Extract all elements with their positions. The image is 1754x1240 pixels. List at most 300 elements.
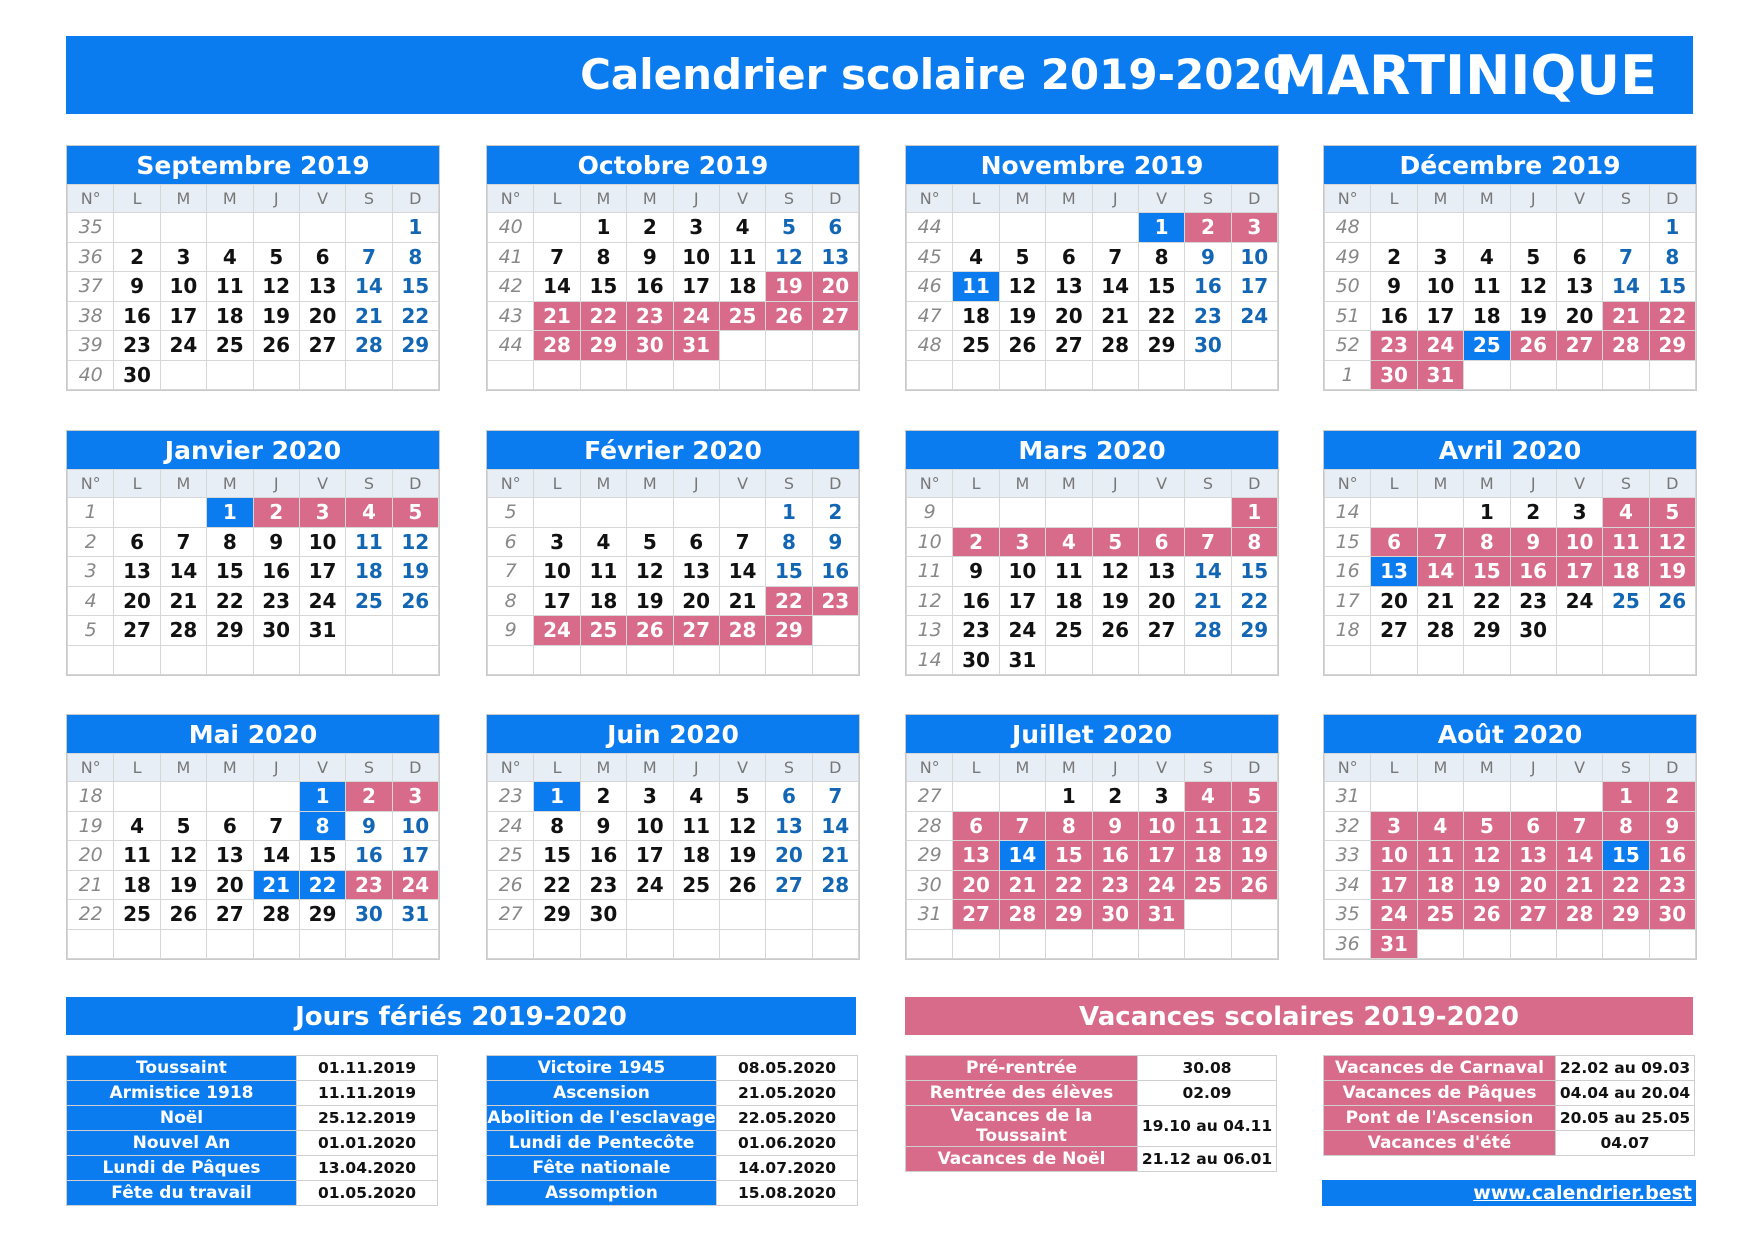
day-cell: 27 bbox=[1556, 331, 1602, 361]
day-cell: 12 bbox=[392, 527, 438, 557]
weekday-header: L bbox=[114, 185, 160, 213]
day-cell: 1 bbox=[1464, 498, 1510, 528]
day-cell: 7 bbox=[1092, 242, 1138, 272]
day-cell: 2 bbox=[627, 213, 673, 243]
list-row bbox=[487, 1106, 858, 1131]
week-number-header: N° bbox=[68, 185, 114, 213]
empty-cell bbox=[673, 645, 719, 675]
day-cell: 23 bbox=[114, 331, 160, 361]
week-number: 49 bbox=[1325, 242, 1371, 272]
day-cell: 5 bbox=[627, 527, 673, 557]
weekday-header: V bbox=[1138, 185, 1184, 213]
week-number: 29 bbox=[907, 841, 953, 871]
week-number: 39 bbox=[68, 331, 114, 361]
day-cell: 5 bbox=[1649, 498, 1695, 528]
week-number: 23 bbox=[488, 782, 534, 812]
day-cell: 27 bbox=[953, 900, 999, 930]
empty-cell bbox=[392, 929, 438, 959]
empty-cell bbox=[580, 498, 626, 528]
day-cell: 12 bbox=[766, 242, 812, 272]
day-cell: 25 bbox=[953, 331, 999, 361]
empty-cell bbox=[534, 645, 580, 675]
day-cell: 31 bbox=[1138, 900, 1184, 930]
empty-cell bbox=[160, 645, 206, 675]
day-cell: 23 bbox=[627, 301, 673, 331]
empty-cell bbox=[812, 900, 858, 930]
day-cell: 9 bbox=[627, 242, 673, 272]
weekday-header: D bbox=[812, 185, 858, 213]
day-cell: 19 bbox=[1092, 586, 1138, 616]
day-cell: 7 bbox=[160, 527, 206, 557]
empty-cell bbox=[1556, 360, 1602, 390]
empty-cell bbox=[1092, 929, 1138, 959]
empty-cell bbox=[1046, 929, 1092, 959]
entry-date: 13.04.2020 bbox=[297, 1156, 438, 1181]
day-cell: 18 bbox=[1185, 841, 1231, 871]
empty-cell bbox=[673, 929, 719, 959]
day-cell: 1 bbox=[534, 782, 580, 812]
empty-cell bbox=[719, 331, 765, 361]
day-cell: 8 bbox=[534, 811, 580, 841]
list-row bbox=[906, 1056, 1277, 1081]
weekday-header: M bbox=[160, 470, 206, 498]
day-cell: 28 bbox=[534, 331, 580, 361]
day-cell: 23 bbox=[253, 586, 299, 616]
weekday-header: L bbox=[534, 470, 580, 498]
empty-cell bbox=[1185, 929, 1231, 959]
empty-cell bbox=[812, 360, 858, 390]
day-cell: 13 bbox=[114, 557, 160, 587]
week-number bbox=[68, 645, 114, 675]
day-cell: 28 bbox=[1092, 331, 1138, 361]
holidays-list-2 bbox=[486, 1055, 858, 1206]
week-number: 3 bbox=[68, 557, 114, 587]
empty-cell bbox=[253, 213, 299, 243]
month-title: Février 2020 bbox=[487, 431, 859, 469]
day-cell: 22 bbox=[1231, 586, 1277, 616]
empty-cell bbox=[1138, 498, 1184, 528]
day-cell: 6 bbox=[1371, 527, 1417, 557]
empty-cell bbox=[1417, 929, 1463, 959]
weekday-header: J bbox=[1092, 754, 1138, 782]
day-cell: 28 bbox=[160, 616, 206, 646]
weekday-header: L bbox=[953, 754, 999, 782]
day-cell: 16 bbox=[580, 841, 626, 871]
week-number: 25 bbox=[488, 841, 534, 871]
empty-cell bbox=[1417, 782, 1463, 812]
list-row bbox=[906, 1106, 1277, 1147]
empty-cell bbox=[1092, 498, 1138, 528]
day-cell: 30 bbox=[627, 331, 673, 361]
week-number: 9 bbox=[907, 498, 953, 528]
day-cell: 14 bbox=[1092, 272, 1138, 302]
day-cell: 20 bbox=[1138, 586, 1184, 616]
empty-cell bbox=[1556, 213, 1602, 243]
day-cell: 1 bbox=[766, 498, 812, 528]
day-cell: 17 bbox=[160, 301, 206, 331]
week-number: 1 bbox=[1325, 360, 1371, 390]
empty-cell bbox=[1603, 213, 1649, 243]
day-cell: 14 bbox=[719, 557, 765, 587]
day-cell: 17 bbox=[392, 841, 438, 871]
day-cell: 5 bbox=[1464, 811, 1510, 841]
empty-cell bbox=[1092, 360, 1138, 390]
day-cell: 9 bbox=[953, 557, 999, 587]
weekday-header: M bbox=[580, 754, 626, 782]
day-cell: 4 bbox=[719, 213, 765, 243]
day-cell: 21 bbox=[812, 841, 858, 871]
day-cell: 18 bbox=[580, 586, 626, 616]
holidays-list-1 bbox=[66, 1055, 438, 1206]
day-cell: 16 bbox=[1510, 557, 1556, 587]
month-calendar bbox=[486, 430, 860, 676]
week-number: 38 bbox=[68, 301, 114, 331]
day-cell: 21 bbox=[1603, 301, 1649, 331]
month-title: Septembre 2019 bbox=[67, 146, 439, 184]
day-cell: 16 bbox=[953, 586, 999, 616]
empty-cell bbox=[580, 929, 626, 959]
day-cell: 8 bbox=[392, 242, 438, 272]
week-number: 14 bbox=[907, 645, 953, 675]
week-number bbox=[907, 929, 953, 959]
weekday-header: J bbox=[673, 470, 719, 498]
day-cell: 28 bbox=[1603, 331, 1649, 361]
entry-label: Fête du travail bbox=[67, 1181, 297, 1206]
list-row bbox=[1324, 1081, 1695, 1106]
entry-date: 25.12.2019 bbox=[297, 1106, 438, 1131]
day-cell: 20 bbox=[1556, 301, 1602, 331]
weekday-header: V bbox=[719, 470, 765, 498]
week-number: 21 bbox=[68, 870, 114, 900]
day-cell: 9 bbox=[1092, 811, 1138, 841]
entry-label: Vacances de Pâques bbox=[1324, 1081, 1556, 1106]
week-number: 48 bbox=[1325, 213, 1371, 243]
day-cell: 27 bbox=[299, 331, 345, 361]
weekday-header: S bbox=[1603, 185, 1649, 213]
day-cell: 23 bbox=[580, 870, 626, 900]
day-cell: 22 bbox=[766, 586, 812, 616]
day-cell: 26 bbox=[766, 301, 812, 331]
empty-cell bbox=[627, 360, 673, 390]
day-cell: 15 bbox=[1603, 841, 1649, 871]
day-cell: 18 bbox=[1417, 870, 1463, 900]
weekday-header: L bbox=[534, 185, 580, 213]
empty-cell bbox=[1603, 616, 1649, 646]
week-number-header: N° bbox=[907, 754, 953, 782]
weekday-header: D bbox=[1231, 185, 1277, 213]
week-number-header: N° bbox=[488, 185, 534, 213]
empty-cell bbox=[627, 645, 673, 675]
empty-cell bbox=[1092, 213, 1138, 243]
day-cell: 25 bbox=[207, 331, 253, 361]
day-cell: 20 bbox=[1046, 301, 1092, 331]
empty-cell bbox=[1371, 213, 1417, 243]
entry-label: Abolition de l'esclavage bbox=[487, 1106, 717, 1131]
weekday-header: L bbox=[534, 754, 580, 782]
day-cell: 25 bbox=[580, 616, 626, 646]
week-number: 7 bbox=[488, 557, 534, 587]
empty-cell bbox=[1046, 213, 1092, 243]
empty-cell bbox=[346, 645, 392, 675]
week-number: 45 bbox=[907, 242, 953, 272]
empty-cell bbox=[1649, 645, 1695, 675]
entry-date: 22.05.2020 bbox=[717, 1106, 858, 1131]
day-cell: 23 bbox=[1510, 586, 1556, 616]
day-cell: 18 bbox=[114, 870, 160, 900]
day-cell: 18 bbox=[673, 841, 719, 871]
day-cell: 17 bbox=[1138, 841, 1184, 871]
weekday-header: M bbox=[999, 470, 1045, 498]
day-cell: 18 bbox=[719, 272, 765, 302]
empty-cell bbox=[253, 782, 299, 812]
day-cell: 29 bbox=[1464, 616, 1510, 646]
day-cell: 10 bbox=[1371, 841, 1417, 871]
day-cell: 16 bbox=[1092, 841, 1138, 871]
day-cell: 11 bbox=[1417, 841, 1463, 871]
day-cell: 17 bbox=[999, 586, 1045, 616]
empty-cell bbox=[1231, 360, 1277, 390]
empty-cell bbox=[160, 782, 206, 812]
empty-cell bbox=[1231, 900, 1277, 930]
day-cell: 10 bbox=[627, 811, 673, 841]
day-cell: 1 bbox=[1603, 782, 1649, 812]
day-cell: 7 bbox=[1603, 242, 1649, 272]
day-cell: 13 bbox=[1138, 557, 1184, 587]
region-name: MARTINIQUE bbox=[1273, 44, 1657, 107]
day-cell: 7 bbox=[999, 811, 1045, 841]
day-cell: 7 bbox=[1417, 527, 1463, 557]
day-cell: 22 bbox=[207, 586, 253, 616]
day-cell: 15 bbox=[766, 557, 812, 587]
day-cell: 22 bbox=[1464, 586, 1510, 616]
day-cell: 8 bbox=[207, 527, 253, 557]
entry-label: Vacances d'été bbox=[1324, 1131, 1556, 1156]
empty-cell bbox=[1092, 645, 1138, 675]
day-cell: 28 bbox=[1185, 616, 1231, 646]
holidays-title: Jours fériés 2019-2020 bbox=[66, 997, 856, 1035]
week-number: 18 bbox=[68, 782, 114, 812]
empty-cell bbox=[719, 498, 765, 528]
weekday-header: L bbox=[953, 470, 999, 498]
weekday-header: S bbox=[1185, 470, 1231, 498]
entry-date: 08.05.2020 bbox=[717, 1056, 858, 1081]
entry-label: Vacances de Noël bbox=[906, 1147, 1138, 1172]
weekday-header: S bbox=[346, 470, 392, 498]
month-title: Décembre 2019 bbox=[1324, 146, 1696, 184]
week-number: 36 bbox=[1325, 929, 1371, 959]
day-cell: 22 bbox=[1649, 301, 1695, 331]
week-number: 27 bbox=[907, 782, 953, 812]
week-number: 11 bbox=[907, 557, 953, 587]
list-row bbox=[487, 1081, 858, 1106]
week-number: 5 bbox=[488, 498, 534, 528]
entry-date: 01.11.2019 bbox=[297, 1056, 438, 1081]
day-cell: 19 bbox=[999, 301, 1045, 331]
empty-cell bbox=[1371, 498, 1417, 528]
weekday-header: V bbox=[1138, 470, 1184, 498]
day-cell: 15 bbox=[207, 557, 253, 587]
day-cell: 7 bbox=[346, 242, 392, 272]
day-cell: 4 bbox=[1185, 782, 1231, 812]
week-number-header: N° bbox=[488, 470, 534, 498]
day-cell: 14 bbox=[346, 272, 392, 302]
day-cell: 13 bbox=[207, 841, 253, 871]
weekday-header: M bbox=[580, 185, 626, 213]
day-cell: 20 bbox=[1371, 586, 1417, 616]
week-number: 18 bbox=[1325, 616, 1371, 646]
day-cell: 10 bbox=[1231, 242, 1277, 272]
day-cell: 12 bbox=[1649, 527, 1695, 557]
empty-cell bbox=[766, 645, 812, 675]
empty-cell bbox=[953, 929, 999, 959]
day-cell: 16 bbox=[253, 557, 299, 587]
day-cell: 18 bbox=[207, 301, 253, 331]
week-number: 42 bbox=[488, 272, 534, 302]
day-cell: 25 bbox=[1464, 331, 1510, 361]
week-number: 13 bbox=[907, 616, 953, 646]
weekday-header: S bbox=[1603, 470, 1649, 498]
day-cell: 10 bbox=[534, 557, 580, 587]
day-cell: 9 bbox=[1510, 527, 1556, 557]
day-cell: 25 bbox=[1046, 616, 1092, 646]
list-row bbox=[67, 1156, 438, 1181]
day-cell: 15 bbox=[1231, 557, 1277, 587]
day-cell: 22 bbox=[534, 870, 580, 900]
day-cell: 28 bbox=[1417, 616, 1463, 646]
empty-cell bbox=[1231, 331, 1277, 361]
day-cell: 2 bbox=[580, 782, 626, 812]
day-cell: 31 bbox=[999, 645, 1045, 675]
day-cell: 24 bbox=[999, 616, 1045, 646]
day-cell: 24 bbox=[1417, 331, 1463, 361]
day-cell: 26 bbox=[253, 331, 299, 361]
entry-label: Lundi de Pâques bbox=[67, 1156, 297, 1181]
entry-label: Fête nationale bbox=[487, 1156, 717, 1181]
day-cell: 27 bbox=[1371, 616, 1417, 646]
entry-date: 04.04 au 20.04 bbox=[1556, 1081, 1695, 1106]
day-cell: 30 bbox=[1649, 900, 1695, 930]
empty-cell bbox=[766, 900, 812, 930]
weekday-header: M bbox=[1046, 185, 1092, 213]
day-cell: 24 bbox=[1556, 586, 1602, 616]
week-number: 48 bbox=[907, 331, 953, 361]
day-cell: 24 bbox=[392, 870, 438, 900]
week-number: 20 bbox=[68, 841, 114, 871]
day-cell: 26 bbox=[1092, 616, 1138, 646]
day-cell: 23 bbox=[1185, 301, 1231, 331]
day-cell: 21 bbox=[1556, 870, 1602, 900]
day-cell: 4 bbox=[1417, 811, 1463, 841]
website-link[interactable]: www.calendrier.best bbox=[1322, 1180, 1696, 1206]
day-cell: 19 bbox=[1464, 870, 1510, 900]
month-title: Juin 2020 bbox=[487, 715, 859, 753]
day-cell: 3 bbox=[1231, 213, 1277, 243]
empty-cell bbox=[207, 213, 253, 243]
day-cell: 14 bbox=[999, 841, 1045, 871]
entry-label: Vacances de Carnaval bbox=[1324, 1056, 1556, 1081]
empty-cell bbox=[534, 498, 580, 528]
empty-cell bbox=[114, 213, 160, 243]
day-cell: 16 bbox=[627, 272, 673, 302]
day-cell: 24 bbox=[299, 586, 345, 616]
week-number-header: N° bbox=[68, 754, 114, 782]
empty-cell bbox=[1231, 929, 1277, 959]
empty-cell bbox=[160, 498, 206, 528]
day-cell: 6 bbox=[673, 527, 719, 557]
day-cell: 6 bbox=[1046, 242, 1092, 272]
entry-date: 15.08.2020 bbox=[717, 1181, 858, 1206]
day-cell: 8 bbox=[580, 242, 626, 272]
weekday-header: L bbox=[114, 754, 160, 782]
day-cell: 27 bbox=[812, 301, 858, 331]
weekday-header: V bbox=[719, 185, 765, 213]
day-cell: 19 bbox=[253, 301, 299, 331]
entry-date: 01.05.2020 bbox=[297, 1181, 438, 1206]
day-cell: 6 bbox=[1510, 811, 1556, 841]
day-cell: 12 bbox=[1231, 811, 1277, 841]
day-cell: 17 bbox=[627, 841, 673, 871]
day-cell: 23 bbox=[1649, 870, 1695, 900]
day-cell: 1 bbox=[299, 782, 345, 812]
day-cell: 18 bbox=[953, 301, 999, 331]
day-cell: 18 bbox=[1046, 586, 1092, 616]
day-cell: 30 bbox=[253, 616, 299, 646]
day-cell: 20 bbox=[766, 841, 812, 871]
day-cell: 7 bbox=[1185, 527, 1231, 557]
weekday-header: M bbox=[1464, 754, 1510, 782]
day-cell: 7 bbox=[719, 527, 765, 557]
day-cell: 8 bbox=[1464, 527, 1510, 557]
weekday-header: L bbox=[953, 185, 999, 213]
day-cell: 10 bbox=[299, 527, 345, 557]
day-cell: 16 bbox=[1185, 272, 1231, 302]
day-cell: 10 bbox=[1556, 527, 1602, 557]
list-row bbox=[67, 1131, 438, 1156]
day-cell: 12 bbox=[1510, 272, 1556, 302]
day-cell: 29 bbox=[392, 331, 438, 361]
day-cell: 14 bbox=[534, 272, 580, 302]
week-number: 46 bbox=[907, 272, 953, 302]
day-cell: 20 bbox=[673, 586, 719, 616]
day-cell: 1 bbox=[392, 213, 438, 243]
day-cell: 2 bbox=[1510, 498, 1556, 528]
day-cell: 29 bbox=[207, 616, 253, 646]
day-cell: 15 bbox=[1649, 272, 1695, 302]
week-number: 44 bbox=[488, 331, 534, 361]
day-cell: 18 bbox=[346, 557, 392, 587]
empty-cell bbox=[1649, 616, 1695, 646]
day-cell: 21 bbox=[719, 586, 765, 616]
day-cell: 7 bbox=[812, 782, 858, 812]
day-cell: 26 bbox=[627, 616, 673, 646]
entry-label: Vacances de la Toussaint bbox=[906, 1106, 1138, 1147]
week-number bbox=[488, 929, 534, 959]
week-number: 41 bbox=[488, 242, 534, 272]
empty-cell bbox=[999, 213, 1045, 243]
empty-cell bbox=[1649, 929, 1695, 959]
empty-cell bbox=[1185, 498, 1231, 528]
empty-cell bbox=[580, 360, 626, 390]
list-row bbox=[487, 1156, 858, 1181]
week-number-header: N° bbox=[1325, 185, 1371, 213]
empty-cell bbox=[1510, 782, 1556, 812]
day-cell: 11 bbox=[719, 242, 765, 272]
weekday-header: D bbox=[1649, 754, 1695, 782]
weekday-header: D bbox=[392, 754, 438, 782]
day-cell: 19 bbox=[1510, 301, 1556, 331]
week-number: 35 bbox=[68, 213, 114, 243]
day-cell: 24 bbox=[1371, 900, 1417, 930]
